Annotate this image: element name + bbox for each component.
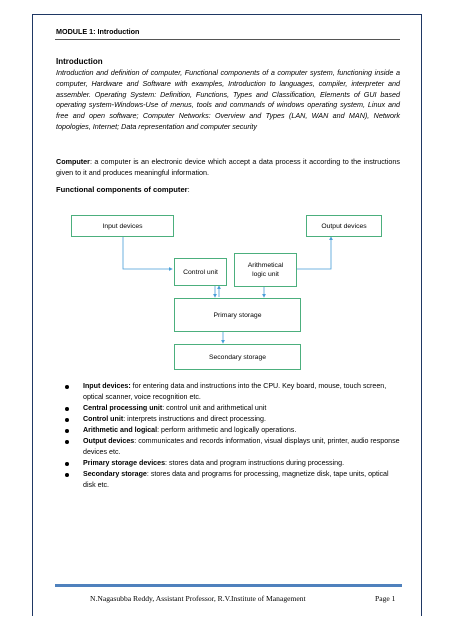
alu-box (234, 253, 297, 287)
secondary-storage-box: Secondary storage (174, 344, 301, 370)
bullet-dot (65, 418, 69, 422)
bullet-dot (65, 407, 69, 411)
control-unit-box: Control unit (174, 258, 227, 286)
arrow-alu-to-output (295, 237, 331, 269)
arrow-input-to-control (123, 236, 172, 269)
list-item-term: Output devices (83, 437, 135, 445)
bullet-dot (65, 473, 69, 477)
list-item (56, 381, 400, 403)
footer-author: N.Nagasubba Reddy, Assistant Professor, R.V.Institute of Management (90, 594, 306, 603)
list-item-term: Arithmetic and logical (83, 426, 158, 434)
list-item (56, 469, 400, 491)
list-item-text: : perform arithmetic and logically operations. (157, 426, 297, 434)
functional-heading-colon: : (187, 185, 190, 194)
functional-heading-text: Functional components of computer (56, 185, 188, 194)
primary-storage-box: Primary storage (174, 298, 301, 332)
component-list (56, 381, 400, 491)
input-devices-box: Input devices (71, 215, 174, 237)
list-item-text: : communicates and records information, visual displays unit, printer, audio response devices etc. (83, 437, 400, 456)
intro-paragraph: Introduction and definition of computer, Functional components of a computer system, functioning inside a computer, Hardware and Software with examples, Introduction to languages, compiler, interpreter and assembler. Operating System: Definition, Functions, Types and Classification, Elements of GUI based operating system-Windows-Use of menus, tools and commands of windows operating system, Linux and free and open software; Computer Networks: Overview and Types (LAN, WAN and MAN), Network topologies, Internet; Data representation and computer security (56, 68, 400, 131)
page-number: Page 1 (375, 594, 396, 603)
alu-label-line1: Arithmetical (247, 262, 284, 269)
list-item (56, 414, 400, 425)
list-item-text: : stores data and program instructions during processing. (165, 459, 345, 467)
bullet-dot (65, 462, 69, 466)
output-devices-box: Output devices (306, 215, 382, 237)
list-item (56, 425, 400, 436)
list-item-term: Secondary storage (83, 470, 147, 478)
computer-term: Computer (56, 157, 90, 166)
alu-label-line2: logic unit (252, 271, 279, 278)
list-item-term: Input devices: (83, 382, 131, 390)
list-item-text: : stores data and programs for processing, magnetize disk, tape units, optical disk etc. (83, 470, 389, 489)
list-item-term: Primary storage devices (83, 459, 166, 467)
list-item-text: : interprets instructions and direct processing. (123, 415, 266, 423)
list-item-term: Central processing unit (83, 404, 163, 412)
intro-heading: Introduction (56, 57, 103, 66)
list-item (56, 403, 400, 414)
list-item-text: : control unit and arithmetical unit (162, 404, 267, 412)
bullet-dot (65, 429, 69, 433)
list-item (56, 436, 400, 458)
list-item-term: Control unit (83, 415, 124, 423)
computer-def-text: : a computer is an electronic device which accept a data process it according to the instructions given to it and produces meaningful information. (56, 157, 400, 177)
list-item (56, 458, 400, 469)
bullet-dot (65, 385, 69, 389)
bullet-dot (65, 440, 69, 444)
footer-rule (55, 584, 402, 587)
list-item-text: for entering data and instructions into the CPU. Key board, mouse, touch screen, optical scanner, voice recognition etc. (83, 382, 387, 401)
module-header: MODULE 1: Introduction (56, 27, 140, 36)
